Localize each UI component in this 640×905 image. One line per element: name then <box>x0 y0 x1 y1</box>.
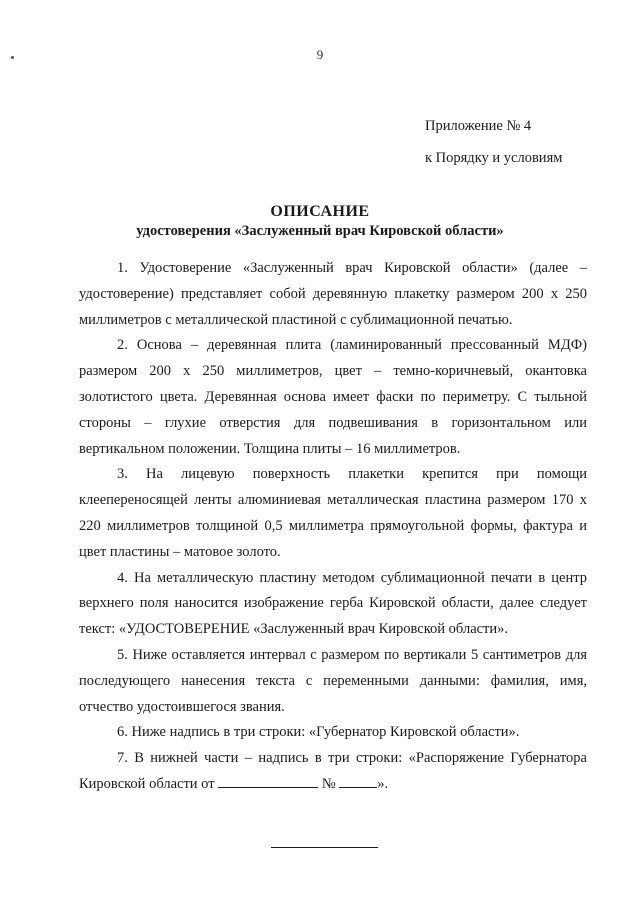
paragraph-1: 1. Удостоверение «Заслуженный врач Кировской области» (далее – удостоверение) представляет собой деревянную плакетку размером 200 х 250 миллиметров с металлической пластиной с сублимационной печатью. <box>79 260 587 328</box>
end-separator-line <box>271 847 378 848</box>
document-body <box>79 256 587 798</box>
paragraph-7-text: 7. В нижней части – надпись в три строки: «Распоряжение Губернатора Кировской области от <box>79 750 587 792</box>
appendix-label: Приложение № 4 <box>425 118 532 134</box>
number-sign: № <box>321 775 336 792</box>
paragraph-6: 6. Ниже надпись в три строки: «Губернатор Кировской области». <box>117 724 520 741</box>
paragraph-4: 4. На металлическую пластину методом сублимационной печати в центр верхнего поля наносится изображение герба Кировской области, далее следует текст: «УДОСТОВЕРЕНИЕ «Заслуженный врач Кировской области». <box>79 569 587 638</box>
paragraph-3: 3. На лицевую поверхность плакетки крепится при помощи клеепереносящей ленты алюминиевая металлическая пластина размером 170 х 220 миллиметров толщиной 0,5 миллиметра прямоугольной формы, фактура и цвет пластины – матовое золото. <box>79 466 587 560</box>
document-title: ОПИСАНИЕ <box>270 203 370 220</box>
paragraph-7-end: ». <box>377 775 389 792</box>
number-blank-line <box>339 773 377 788</box>
document-subtitle: удостоверения «Заслуженный врач Кировской области» <box>136 223 504 239</box>
page-number: 9 <box>316 47 324 62</box>
paragraph-2: 2. Основа – деревянная плита (ламинированный прессованный МДФ) размером 200 х 250 миллиметров, цвет – темно-коричневый, окантовка золотистого цвета. Деревянная основа имеет фаски по периметру. С тыльной стороны – глухие отверстия для подвешивания в горизонтальном или вертикальном положении. Толщина плиты – 16 миллиметров. <box>79 337 587 457</box>
appendix-reference: к Порядку и условиям <box>425 150 563 166</box>
paragraph-5: 5. Ниже оставляется интервал с размером по вертикали 5 сантиметров для последующего нанесения текста с переменными данными: фамилия, имя, отчество удостоившегося звания. <box>79 646 587 715</box>
date-blank-line <box>218 773 318 788</box>
paragraph-7 <box>79 746 587 798</box>
